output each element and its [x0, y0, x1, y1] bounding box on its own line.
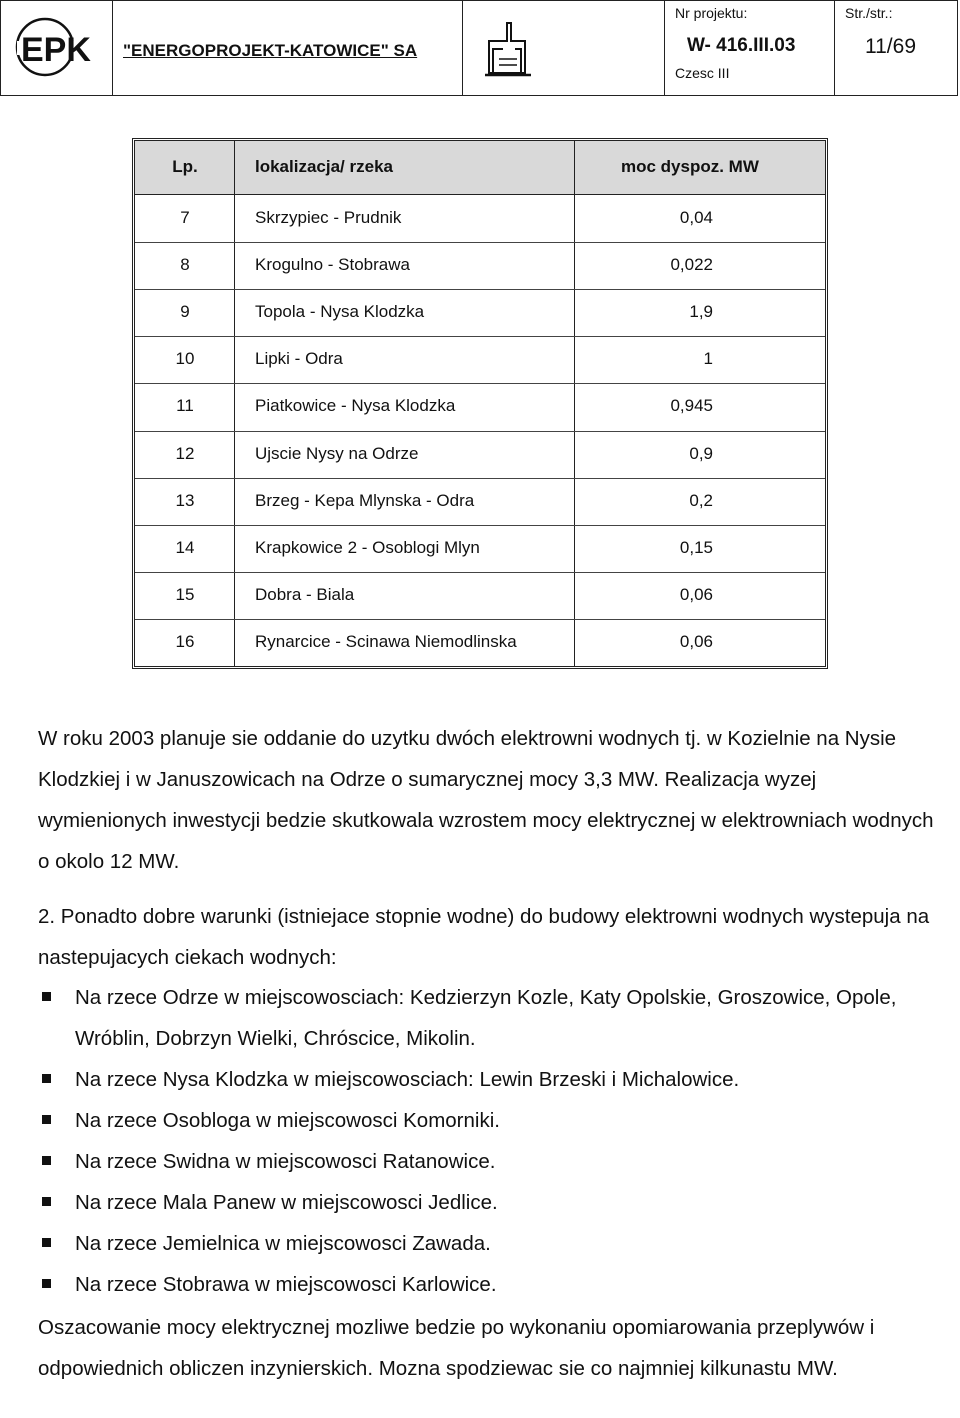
bullet-square-icon: [42, 1279, 51, 1288]
cell-power: 1,9: [689, 302, 713, 322]
cell-power: 0,06: [679, 584, 713, 604]
cell-lp: 8: [180, 255, 190, 275]
project-number: W- 416.III.03: [687, 35, 796, 56]
cell-location: Skrzypiec - Prudnik: [255, 208, 402, 227]
table-row: [135, 242, 825, 289]
table-row: [135, 431, 825, 478]
row-divider: [135, 289, 825, 290]
table-row: [135, 619, 825, 666]
cell-power: 0,2: [689, 490, 713, 510]
bullet-square-icon: [42, 992, 51, 1001]
paragraph-potential-sites: 2. Ponadto dobre warunki (istniejace stopnie wodne) do budowy elektrowni wodnych wystepuja na nastepujacych ciekach wodnych:: [38, 905, 930, 969]
page-cell: [835, 1, 959, 95]
cell-location: Dobra - Biala: [255, 584, 355, 604]
cell-lp: 9: [180, 302, 190, 322]
row-divider: [135, 336, 825, 337]
paragraph-estimate: Oszacowanie mocy elektrycznej mozliwe bedzie po wykonaniu opomiarowania przeplywów i odpowiednich obliczen inzynierskich. Mozna spodziewac sie co najmniej kilkunastu MW.: [38, 1316, 875, 1380]
cell-lp: 15: [175, 584, 195, 604]
table-header-row: [135, 141, 825, 195]
bullet-square-icon: [42, 1238, 51, 1247]
company-logo: [15, 17, 101, 82]
table-row: [135, 383, 825, 430]
bullet-square-icon: [42, 1074, 51, 1083]
cell-power: 0,04: [679, 208, 713, 227]
page-label: Str./str.:: [845, 5, 893, 21]
list-item-text: Na rzece Jemielnica w miejscowosci Zawada.: [75, 1232, 491, 1255]
list-item: [38, 1223, 958, 1264]
row-divider: [135, 572, 825, 573]
cell-location: Rynarcice - Scinawa Niemodlinska: [255, 631, 517, 651]
header-lp: Lp.: [172, 157, 198, 176]
list-item: [38, 977, 958, 1059]
symbol-cell: [463, 1, 665, 95]
cell-location: Brzeg - Kepa Mlynska - Odra: [255, 490, 475, 510]
table-row: [135, 336, 825, 383]
cell-location: Ujscie Nysy na Odrze: [255, 443, 419, 463]
row-divider: [135, 619, 825, 620]
cell-power: 1: [703, 349, 713, 369]
bullet-square-icon: [42, 1115, 51, 1124]
firm-name: "ENERGOPROJEKT-KATOWICE" SA: [123, 41, 418, 60]
table-row: [135, 478, 825, 525]
hydro-plants-table: [132, 138, 828, 669]
cell-power: 0,15: [679, 537, 713, 557]
cell-location: Piatkowice - Nysa Klodzka: [255, 396, 456, 416]
cell-power: 0,9: [689, 443, 713, 463]
river-sites-list: [38, 977, 958, 1305]
project-part: Czesc III: [675, 65, 730, 81]
list-item-text: Na rzece Osobloga w miejscowosci Komorniki.: [75, 1109, 500, 1132]
bullet-square-icon: [42, 1197, 51, 1206]
list-item: [38, 1100, 958, 1141]
cell-lp: 14: [175, 537, 195, 557]
row-divider: [135, 242, 825, 243]
list-item-text: Na rzece Odrze w miejscowosciach: Kedzierzyn Kozle, Katy Opolskie, Groszowice, Opole, Wróblin, Dobrzyn Wielki, Chróscice, Mikolin.: [75, 986, 897, 1050]
list-item-text: Na rzece Mala Panew w miejscowosci Jedlice.: [75, 1191, 498, 1214]
paragraph-planned-plants: W roku 2003 planuje sie oddanie do uzytku dwóch elektrowni wodnych tj. w Kozielnie na Nysie Klodzkiej i w Januszowicach na Odrze o sumarycznej mocy 3,3 MW. Realizacja wyzej wymienionych inwestycji bedzie skutkowala wzrostem mocy elektrycznej w elektrowniach wodnych o okolo 12 MW.: [38, 727, 934, 873]
row-divider: [135, 383, 825, 384]
table-row: [135, 525, 825, 572]
header-power: moc dyspoz. MW: [621, 157, 759, 176]
row-divider: [135, 431, 825, 432]
table-row: [135, 289, 825, 336]
svg-text:EPK: EPK: [21, 31, 91, 69]
cell-lp: 13: [175, 490, 195, 510]
bullet-square-icon: [42, 1156, 51, 1165]
cell-location: Krogulno - Stobrawa: [255, 255, 410, 275]
row-divider: [135, 478, 825, 479]
document-header: [0, 0, 958, 96]
cell-location: Topola - Nysa Klodzka: [255, 302, 425, 322]
project-label: Nr projektu:: [675, 5, 748, 21]
cell-power: 0,022: [670, 255, 713, 275]
project-cell: [665, 1, 835, 95]
list-item: [38, 1059, 958, 1100]
cell-lp: 12: [175, 443, 195, 463]
list-item-text: Na rzece Stobrawa w miejscowosci Karlowice.: [75, 1273, 497, 1296]
cell-location: Krapkowice 2 - Osoblogi Mlyn: [255, 537, 480, 557]
row-divider: [135, 525, 825, 526]
cell-location: Lipki - Odra: [255, 349, 343, 369]
list-item-text: Na rzece Nysa Klodzka w miejscowosciach: Lewin Brzeski i Michalowice.: [75, 1068, 740, 1091]
table-row: [135, 195, 825, 242]
table-row: [135, 572, 825, 619]
epk-logo-icon: [15, 17, 101, 77]
firm-cell: [113, 1, 463, 95]
cell-lp: 10: [175, 349, 195, 369]
list-item: [38, 1182, 958, 1223]
cell-power: 0,945: [670, 396, 713, 416]
list-item-text: Na rzece Swidna w miejscowosci Ratanowice.: [75, 1150, 496, 1173]
list-item: [38, 1264, 958, 1305]
cell-lp: 7: [180, 208, 190, 227]
cell-lp: 11: [176, 396, 194, 416]
list-item: [38, 1141, 958, 1182]
logo-cell: [1, 1, 113, 95]
header-location: lokalizacja/ rzeka: [255, 157, 393, 176]
cell-power: 0,06: [679, 631, 713, 651]
cell-lp: 16: [175, 631, 195, 651]
building-symbol-icon: [485, 19, 531, 77]
page-number: 11/69: [865, 35, 916, 58]
